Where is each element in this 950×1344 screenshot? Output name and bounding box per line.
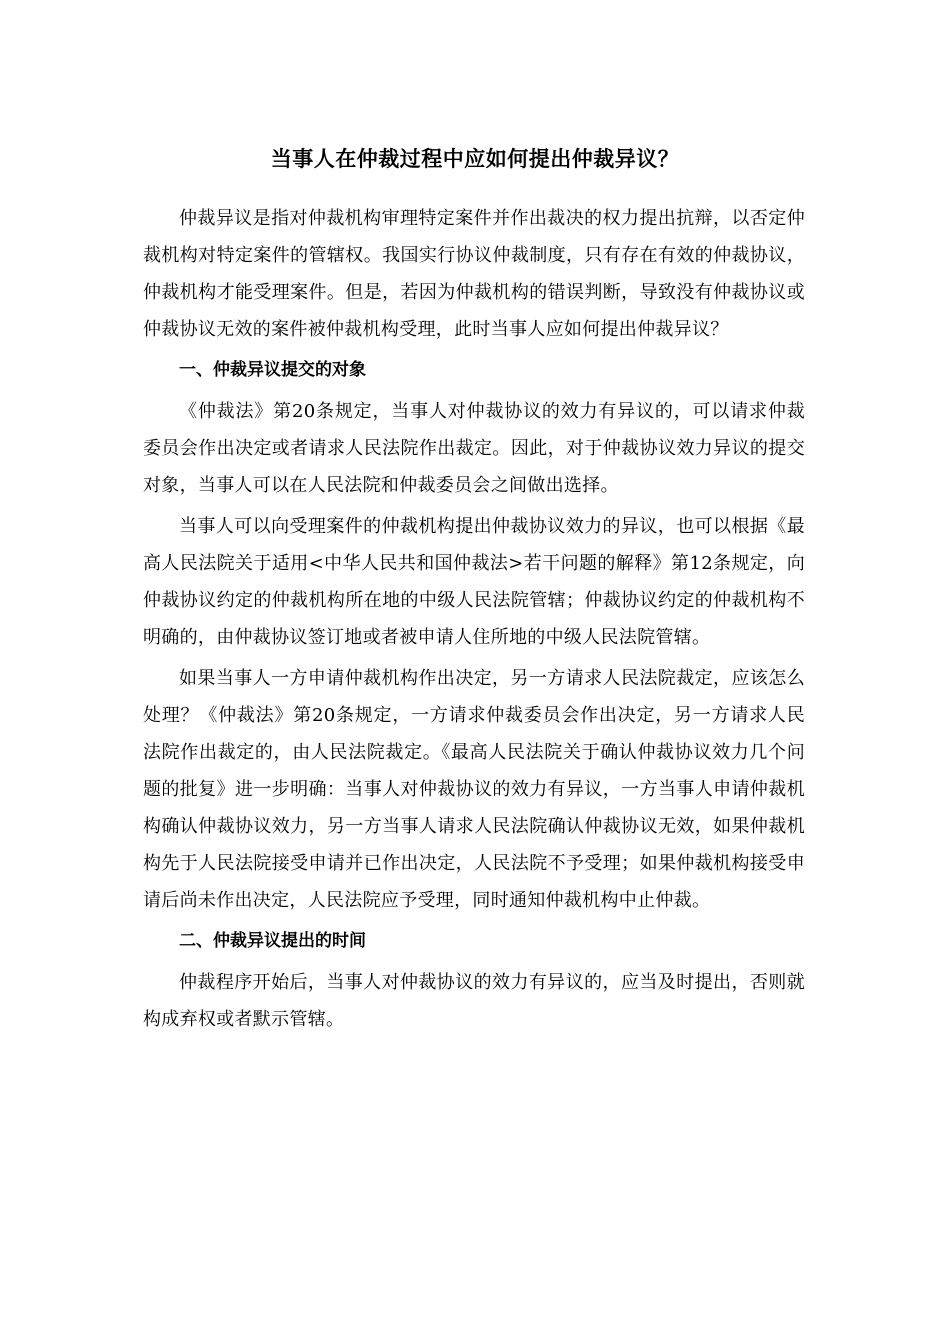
section1-paragraph-3: 如果当事人一方申请仲裁机构作出决定，另一方请求人民法院裁定，应该怎么处理？《仲裁法》第20条规定，一方请求仲裁委员会作出决定，另一方请求人民法院作出裁定的，由人民法院裁定。《最高人民法院关于确认仲裁协议效力几个问题的批复》进一步明确：当事人对仲裁协议的效力有异议，一方当事人申请仲裁机构确认仲裁协议效力，另一方当事人请求人民法院确认仲裁协议无效，如果仲裁机构先于人民法院接受申请并已作出决定，人民法院不予受理；如果仲裁机构接受申请后尚未作出决定，人民法院应予受理，同时通知仲裁机构中止仲裁。 [143, 668, 805, 911]
document-body [143, 200, 805, 1042]
section1-paragraph-2: 当事人可以向受理案件的仲裁机构提出仲裁协议效力的异议，也可以根据《最高人民法院关于适用<中华人民共和国仲裁法>若干问题的解释》第12条规定，向仲裁协议约定的仲裁机构所在地的中级人民法院管辖；仲裁协议约定的仲裁机构不明确的，由仲裁协议签订地或者被申请人住所地的中级人民法院管辖。 [143, 516, 805, 648]
document-title: 当事人在仲裁过程中应如何提出仲裁异议？ [270, 147, 680, 171]
section-heading-1: 一、仲裁异议提交的对象 [179, 360, 366, 380]
section1-paragraph-1: 《仲裁法》第20条规定，当事人对仲裁协议的效力有异议的，可以请求仲裁委员会作出决定或者请求人民法院作出裁定。因此，对于仲裁协议效力异议的提交对象，当事人可以在人民法院和仲裁委员会之间做出选择。 [143, 401, 805, 496]
section-heading-2: 二、仲裁异议提出的时间 [179, 931, 366, 951]
section2-paragraph-1: 仲裁程序开始后，当事人对仲裁协议的效力有异议的，应当及时提出，否则就构成弃权或者默示管辖。 [143, 972, 805, 1030]
intro-paragraph: 仲裁异议是指对仲裁机构审理特定案件并作出裁决的权力提出抗辩，以否定仲裁机构对特定案件的管辖权。我国实行协议仲裁制度，只有存在有效的仲裁协议，仲裁机构才能受理案件。但是，若因为仲裁机构的错误判断，导致没有仲裁协议或仲裁协议无效的案件被仲裁机构受理，此时当事人应如何提出仲裁异议？ [143, 208, 805, 340]
